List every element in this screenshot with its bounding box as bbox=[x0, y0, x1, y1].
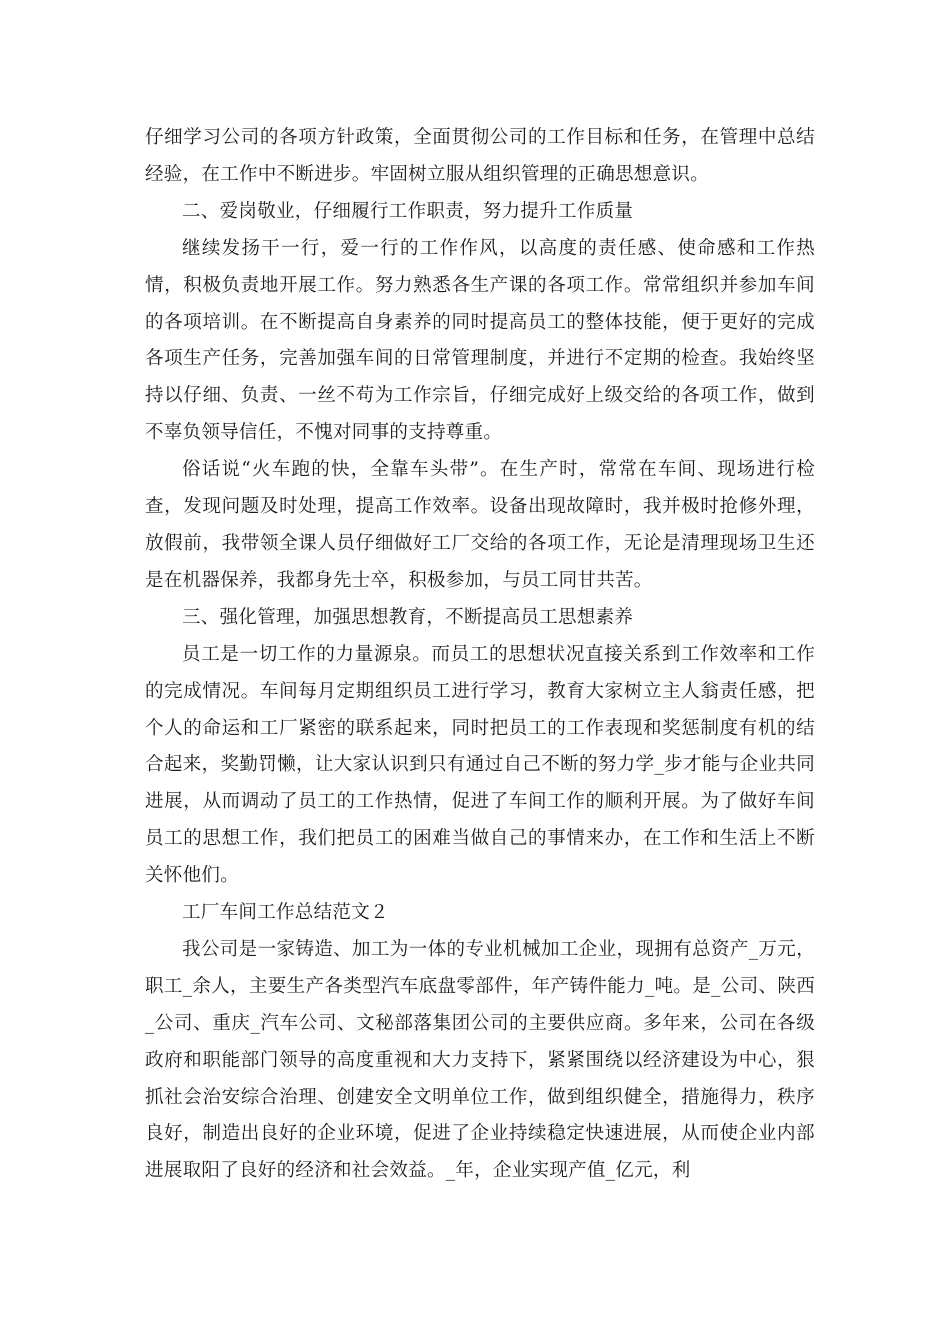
body-paragraph: 我公司是一家铸造、加工为一体的专业机械加工企业，现拥有总资产_万元，职工_余人，主要生产各类型汽车底盘零部件，年产铸件能力_吨。是_公司、陕西_公司、重庆_汽车公司、文秘部落集团公司的主要供应商。多年来，公司在各级政府和职能部门领导的高度重视和大力支持下，紧紧围绕以经济建设为中心，狠抓社会治安综合治理、创建安全文明单位工作，做到组织健全，措施得力，秩序良好，制造出良好的企业环境，促进了企业持续稳定快速进展，从而使企业内部进展取阳了良好的经济和社会效益。_年，企业实现产值_亿元，利 bbox=[145, 938, 815, 1182]
document-body bbox=[145, 120, 815, 1190]
section-heading-3: 三、强化管理，加强思想教育，不断提高员工思想素养 bbox=[182, 606, 634, 628]
body-paragraph: 员工是一切工作的力量源泉。而员工的思想状况直接关系到工作效率和工作的完成情况。车间每月定期组织员工进行学习，教育大家树立主人翁责任感，把个人的命运和工厂紧密的联系起来，同时把员工的工作表现和奖惩制度有机的结合起来，奖勤罚懒，让大家认识到只有通过自己不断的努力学_步才能与企业共同进展，从而调动了员工的工作热情，促进了车间工作的顺利开展。为了做好车间员工的思想工作，我们把员工的困难当做自己的事情来办，在工作和生活上不断关怀他们。 bbox=[145, 643, 815, 887]
body-paragraph: 仔细学习公司的各项方针政策，全面贯彻公司的工作目标和任务，在管理中总结经验，在工作中不断进步。牢固树立服从组织管理的正确思想意识。 bbox=[145, 127, 815, 185]
body-paragraph: 俗话说“火车跑的快，全靠车头带”。在生产时，常常在车间、现场进行检查，发现问题及时处理，提高工作效率。设备出现故障时，我并极时抢修外理，放假前，我带领全课人员仔细做好工厂交给的各项工作，无论是清理现场卫生还是在机器保养，我都身先士卒，积极参加，与员工同甘共苦。 bbox=[145, 459, 815, 591]
section-heading-2: 二、爱岗敬业，仔细履行工作职责，努力提升工作质量 bbox=[182, 200, 634, 222]
body-paragraph: 继续发扬干一行，爱一行的工作作风，以高度的责任感、使命感和工作热情，积极负责地开展工作。努力熟悉各生产课的各项工作。常常组织并参加车间的各项培训。在不断提高自身素养的同时提高员工的整体技能，便于更好的完成各项生产任务，完善加强车间的日常管理制度，并进行不定期的检查。我始终坚持以仔细、负责、一丝不苟为工作宗旨，仔细完成好上级交给的各项工作，做到不辜负领导信任，不愧对同事的支持尊重。 bbox=[145, 237, 815, 444]
article-title: 工厂车间工作总结范文２ bbox=[182, 902, 389, 924]
